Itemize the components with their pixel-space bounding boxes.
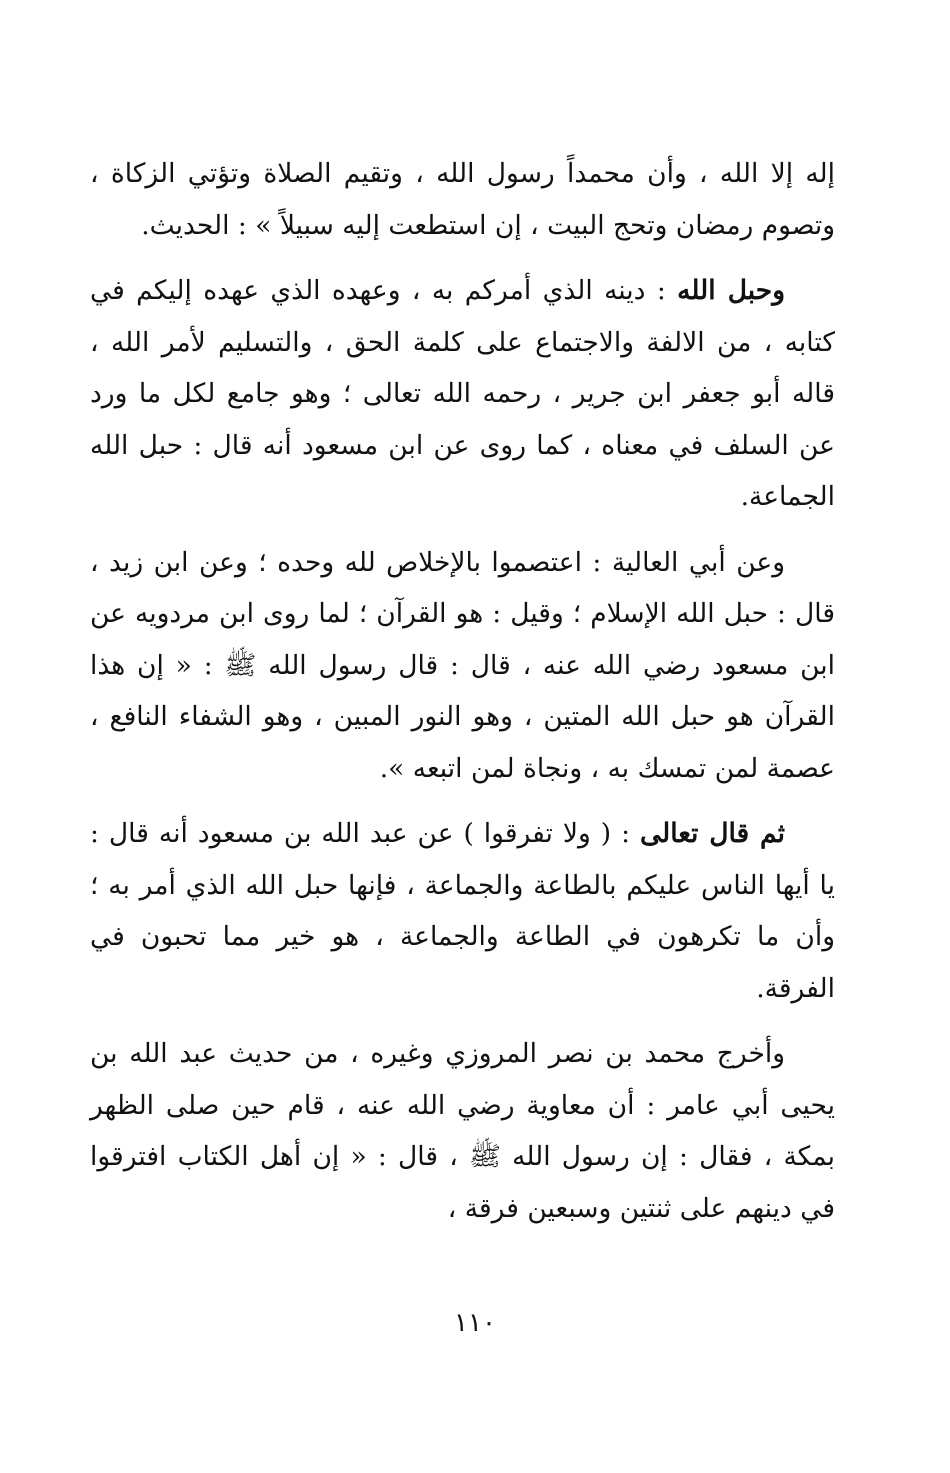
paragraph-3-text: وعن أبي العالية : اعتصموا بالإخلاص لله وحده ؛ وعن ابن زيد ، قال : حبل الله الإسلام ؛ وقيل : هو القرآن ؛ لما روى ابن مردويه عن ابن مسعود رضي الله عنه ، قال : قال رسول الله ﷺ : « إن هذا القرآن هو حبل الله المتين ، وهو النور المبين ، وهو الشفاء النافع ، عصمة لمن تمسك به ، ونجاة لمن اتبعه ». [90,546,835,784]
paragraph-4-lead: ثم قال تعالى [640,818,785,849]
paragraph-2-text: : دينه الذي أمركم به ، وعهده الذي عهده إليكم في كتابه ، من الالفة والاجتماع على كلمة الحق ، والتسليم لأمر الله ، قاله أبو جعفر ابن جرير ، رحمه الله تعالى ؛ وهو جامع لكل ما ورد عن السلف في معناه ، كما روى عن ابن مسعود أنه قال : حبل الله الجماعة. [90,275,835,512]
paragraph-1 [90,148,835,251]
paragraph-5 [90,1028,835,1234]
paragraph-4-text: : ( ولا تفرقوا ) عن عبد الله بن مسعود أنه قال : يا أيها الناس عليكم بالطاعة والجماعة ، فإنها حبل الله الذي أمر به ؛ وأن ما تكرهون في الطاعة والجماعة ، هو خير مما تحبون في الفرقة. [90,818,835,1004]
page-body [90,148,835,1248]
paragraph-1-text: إله إلا الله ، وأن محمداً رسول الله ، وتقيم الصلاة وتؤتي الزكاة ، وتصوم رمضان وتحج البيت ، إن استطعت إليه سبيلاً » : الحديث. [90,158,835,241]
paragraph-4 [90,808,835,1014]
paragraph-5-text: وأخرج محمد بن نصر المروزي وغيره ، من حديث عبد الله بن يحيى أبي عامر : أن معاوية رضي الله عنه ، قام حين صلى الظهر بمكة ، فقال : إن رسول الله ﷺ ، قال : « إن أهل الكتاب افترقوا في دينهم على ثنتين وسبعين فرقة ، [90,1038,835,1224]
paragraph-2-lead: وحبل الله [677,275,785,306]
page-number: ١١٠ [454,1308,496,1338]
paragraph-3 [90,537,835,795]
paragraph-2 [90,265,835,523]
